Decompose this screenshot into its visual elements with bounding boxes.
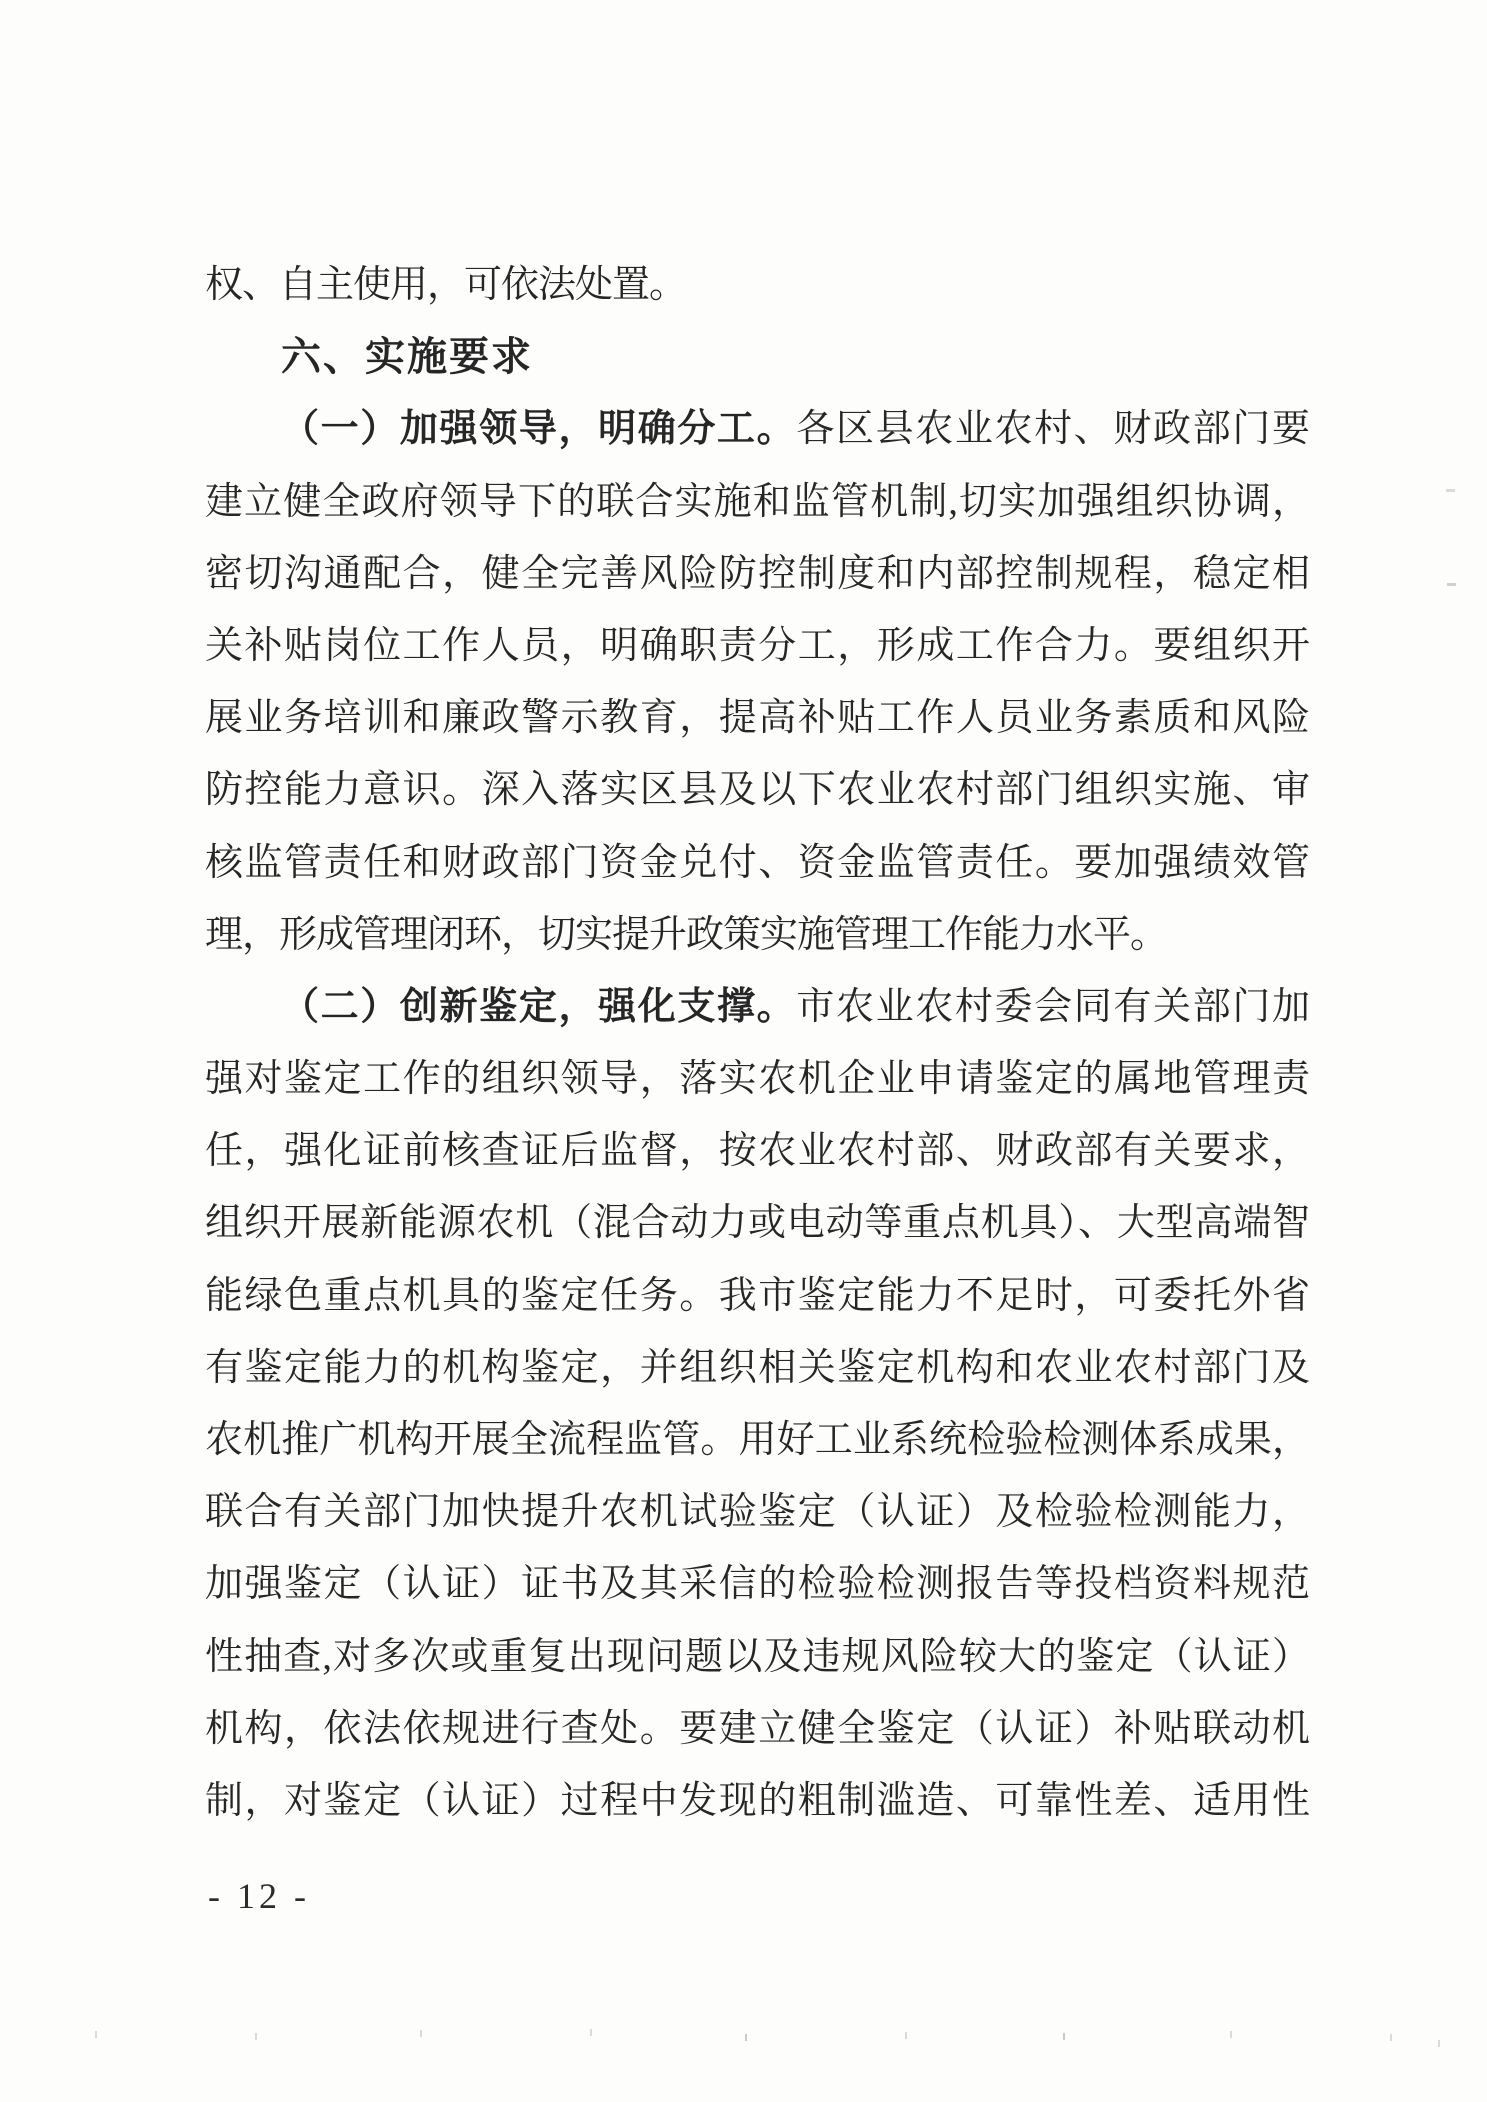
paragraph-1-last-line: 理，形成管理闭环，切实提升政策实施管理工作能力水平。 — [205, 913, 1168, 956]
paragraph-2-line: 加强鉴定（认证）证书及其采信的检验检测报告等投档资料规范 — [205, 1563, 1309, 1606]
paragraph-2-line: 能绿色重点机具的鉴定任务。我市鉴定能力不足时，可委托外省 — [205, 1274, 1309, 1317]
scan-speck — [1438, 2040, 1440, 2047]
scan-speck — [1447, 583, 1456, 586]
paragraph-2-line: 联合有关部门加快提升农机试验鉴定（认证）及检验检测能力， — [205, 1491, 1309, 1534]
paragraph-2-line: 农机推广机构开展全流程监管。用好工业系统检验检测体系成果， — [205, 1419, 1309, 1461]
document-body — [205, 249, 1309, 1837]
scan-speck — [745, 2034, 747, 2041]
scan-speck — [1230, 2031, 1232, 2038]
paragraph-1-first-line-rest: 各区县农业农村、财政部门要 — [796, 408, 1309, 451]
page-number: - 12 - — [208, 1876, 310, 1916]
paragraph-1-line: 防控能力意识。深入落实区县及以下农业农村部门组织实施、审 — [205, 769, 1309, 812]
scan-speck — [1063, 2033, 1065, 2040]
paragraph-2-line: 有鉴定能力的机构鉴定，并组织相关鉴定机构和农业农村部门及 — [205, 1346, 1309, 1389]
paragraph-2-line: 强对鉴定工作的组织领导，落实农机企业申请鉴定的属地管理责 — [205, 1058, 1309, 1101]
scan-speck — [1390, 2034, 1392, 2041]
paragraph-1-lead: （一）加强领导，明确分工。 — [281, 408, 797, 451]
paragraph-2-line: 机构，依法依规进行查处。要建立健全鉴定（认证）补贴联动机 — [205, 1707, 1309, 1750]
paragraph-1-line: 建立健全政府领导下的联合实施和监管机制,切实加强组织协调， — [205, 480, 1309, 523]
section-heading: 六、实施要求 — [281, 335, 533, 380]
paragraph-1-first-line — [205, 393, 1309, 465]
paragraph-2-line: 任，强化证前核查证后监督，按农业农村部、财政部有关要求， — [205, 1130, 1309, 1173]
paragraph-2-first-line-rest: 市农业农村委会同有关部门加 — [796, 985, 1309, 1028]
scan-speck — [590, 2029, 592, 2036]
paragraph-2-lead: （二）创新鉴定，强化支撑。 — [281, 985, 797, 1028]
scan-speck — [1446, 489, 1455, 492]
scan-speck — [905, 2032, 907, 2039]
paragraph-1-line: 密切沟通配合，健全完善风险防控制度和内部控制规程，稳定相 — [205, 552, 1309, 595]
paragraph-2-line: 制，对鉴定（认证）过程中发现的粗制滥造、可靠性差、适用性 — [205, 1779, 1309, 1822]
paragraph-1-line: 核监管责任和财政部门资金兑付、资金监管责任。要加强绩效管 — [205, 841, 1309, 884]
scan-speck — [420, 2030, 422, 2037]
body-line-intro: 权、自主使用，可依法处置。 — [205, 264, 687, 306]
paragraph-1-line: 展业务培训和廉政警示教育，提高补贴工作人员业务素质和风险 — [205, 697, 1309, 740]
paragraph-1-line: 关补贴岗位工作人员，明确职责分工，形成工作合力。要组织开 — [205, 624, 1309, 667]
paragraph-2-first-line — [205, 971, 1309, 1043]
scan-speck — [95, 2031, 97, 2038]
paragraph-2-line: 性抽查,对多次或重复出现问题以及违规风险较大的鉴定（认证） — [205, 1635, 1309, 1678]
scan-speck — [255, 2033, 257, 2040]
paragraph-2-line: 组织开展新能源农机（混合动力或电动等重点机具）、大型高端智 — [205, 1202, 1309, 1245]
